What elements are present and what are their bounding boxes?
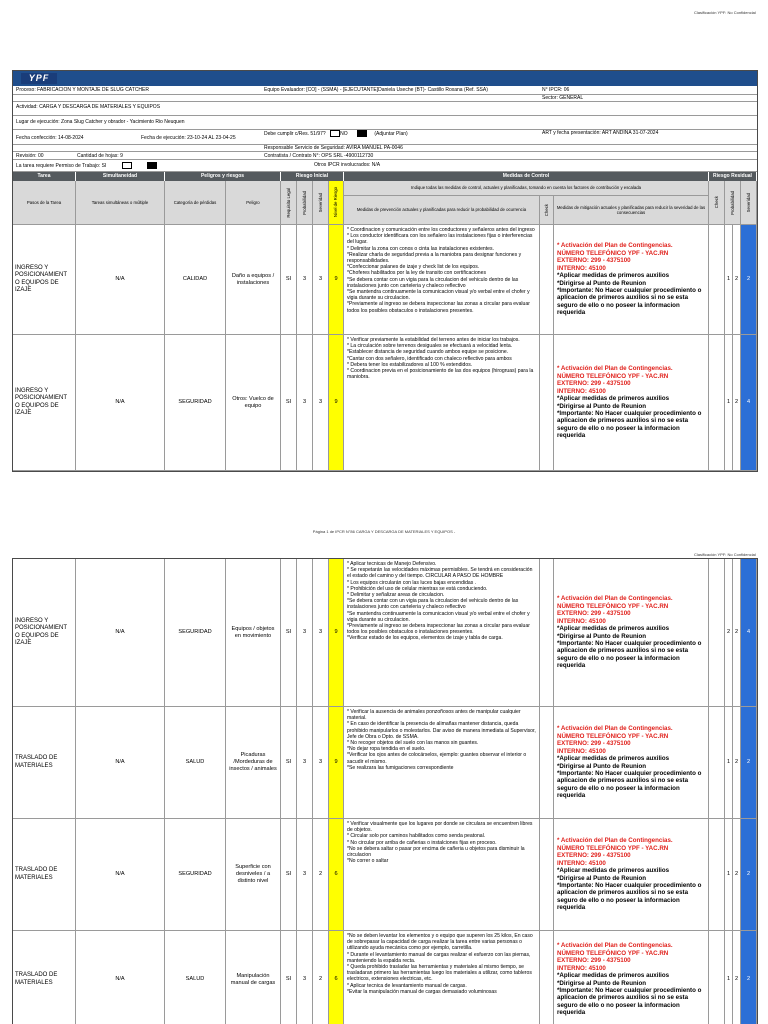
severity-cell: 3 (313, 225, 329, 334)
contingency-plan-text: * Activación del Plan de Contingencias. NÚMERO TELEFÓNICO YPF - YAC.RN EXTERNO: 299 - 4375100 INTERNO: 45100 (557, 725, 673, 755)
check-cell (540, 335, 554, 470)
simultaneity-cell: N/A (76, 225, 165, 334)
equipo-evaluador-text: Equipo Evaluador: [CO] - (SSMA) - [EJECUTANTE]Daniela Useche (BT)- Castillo Roxana (Ref. SSA) (264, 87, 488, 93)
residual-severity-cell: 2 (733, 225, 741, 334)
col-categoria: Categoría de pérdidas (165, 181, 226, 225)
info-row-sector (13, 95, 757, 102)
group-simultaneidad: Simultaneidad (76, 172, 165, 181)
loss-category-cell: SALUD (165, 707, 226, 818)
art-text: ART y fecha presentación: ART ANDINA 31-07-2024 (542, 130, 659, 136)
severity-cell: 3 (313, 559, 329, 706)
risk-level-cell: 6 (329, 931, 344, 1024)
fecha-confeccion-text: Fecha confección: 14-08-2024 (16, 135, 84, 141)
col-prevencion: Medidas de prevención actuales y planificadas para reducir la probabilidad de ocurrencia (344, 196, 540, 225)
info-row-responsable (13, 145, 757, 152)
residual-severity-cell: 2 (733, 819, 741, 930)
first-aid-text: *Aplicar medidas de primeros auxilios *Dirigirse al Punto de Reunion *Importante: No Hacer cualquier procedimiento o aplicacion de primeros auxilios si no se esta seguro de ello o no poseer la informacion requerida (557, 972, 702, 1017)
risk-row (13, 559, 757, 707)
prevention-measures-cell: * Coordinacion y comunicación entre los conductores y señaleros antes del ingreso * Los conductor identificara con los señalero las instalaciones fijas o interferencias del lugar. * Delimitar la zona con conos o cinta las instalaciones existentes. *Realizar charla de seguridad previa a la maniobra para designar funciones y responsabilidades. *Confeccionar palanes de izaje y check list de los equipos. *Choferes habilitados por la ley de transito con certificaciones *Se debera contar con un vigia para la circulacion del vehiculo dentro de las instalaciones junto con carteleria y chaleco reflectivo *Se mantendra continuamente la comunicacion visual y/o verbal entre el chofer y vigia durante su circulacion. *Previamente al ingreso se debera inspeccionar las zonas a circular para evaluar todos los posibles obstaculos o instalaciones presentes. (344, 225, 540, 334)
residual-risk-level-cell: 2 (741, 931, 757, 1024)
loss-category-cell: SEGURIDAD (165, 559, 226, 706)
info-row-revision (13, 152, 757, 160)
col-probabilidad: Probabilidad (297, 181, 313, 225)
first-aid-text: *Aplicar medidas de primeros auxilios *Dirigirse al Punto de Reunion *Importante: No Hacer cualquier procedimiento o aplicacion de primeros auxilios si no se esta seguro de ello o no poseer la informacion requerida (557, 867, 702, 912)
col-severidad: Severidad (313, 181, 329, 225)
ypf-logo: YPF (21, 73, 57, 84)
risk-level-cell: 9 (329, 335, 344, 470)
contingency-plan-text: * Activación del Plan de Contingencias. NÚMERO TELEFÓNICO YPF - YAC.RN EXTERNO: 299 - 4375100 INTERNO: 45100 (557, 365, 673, 395)
info-row-permiso (13, 160, 757, 172)
check-cell (540, 225, 554, 334)
task-step-cell: TRASLADO DE MATERIALES (13, 931, 76, 1024)
residual-risk-level-cell: 4 (741, 335, 757, 470)
fecha-ejecucion-text: Fecha de ejecución: 23-10-24 AL 23-04-25 (141, 135, 236, 141)
actividad-text: Actividad: CARGA Y DESCARGA DE MATERIALES Y EQUIPOS (16, 104, 161, 110)
first-aid-text: *Aplicar medidas de primeros auxilios *Dirigirse al Punto de Reunion *Importante: No Hacer cualquier procedimiento o aplicacion de primeros auxilios si no se esta seguro de ello o no poseer la informacion requerida (557, 755, 702, 800)
ipcr-number-text: N° IPCR: 06 (542, 87, 570, 93)
severity-cell: 3 (313, 335, 329, 470)
info-row-proceso (13, 86, 757, 95)
risk-level-cell: 6 (329, 819, 344, 930)
mitigation-cell (554, 819, 709, 930)
col-pasos: Pasos de la Tarea (13, 181, 76, 225)
severity-cell: 2 (313, 819, 329, 930)
risk-row (13, 931, 757, 1024)
residual-risk-level-cell: 4 (741, 559, 757, 706)
residual-risk-level-cell: 2 (741, 707, 757, 818)
legal-requirement-cell: SI (281, 707, 297, 818)
probability-cell: 3 (297, 819, 313, 930)
legal-requirement-cell: SI (281, 931, 297, 1024)
residual-probability-cell: 1 (725, 819, 733, 930)
loss-category-cell: SALUD (165, 931, 226, 1024)
residual-probability-cell: 2 (725, 559, 733, 706)
task-step-cell: TRASLADO DE MATERIALES (13, 707, 76, 818)
permiso-text: La tarea requiere Permiso de Trabajo: SI (16, 162, 157, 169)
group-tarea: Tarea (13, 172, 76, 181)
col-check-2: Check (709, 181, 725, 225)
risk-level-cell: 9 (329, 225, 344, 334)
simultaneity-cell: N/A (76, 559, 165, 706)
risk-level-cell: 9 (329, 707, 344, 818)
probability-cell: 3 (297, 335, 313, 470)
hazard-cell: Superficie con desniveles / a distinto nivel (226, 819, 281, 930)
loss-category-cell: SEGURIDAD (165, 819, 226, 930)
prevention-measures-cell: * Verificar visualmente que los lugares por donde se circulara se encuentren libres de objetos. * Circular solo por caminos habilitados como senda peatonal. * No circular por arriba de cañerias o instalciones fijas en proceso. *No se debera saltar o pasar por encima de cañeria u objetos para disminuir la circulacion *No correr o saltar (344, 819, 540, 930)
legal-requirement-cell: SI (281, 559, 297, 706)
table-group-header (13, 172, 757, 181)
group-riesgo-residual: Riesgo Residual (709, 172, 757, 181)
hojas-text: Cantidad de hojas: 9 (77, 153, 123, 159)
col-tareas-simultaneas: Tareas simultáneas o múltiple (76, 181, 165, 225)
col-peligro: Peligro (226, 181, 281, 225)
residual-probability-cell: 1 (725, 931, 733, 1024)
severity-cell: 2 (313, 931, 329, 1024)
col-mitigacion: Medidas de mitigación actuales y planificadas para reducir la severidad de las consecuencias (554, 196, 709, 225)
hazard-cell: Otros: Vuelco de equipo (226, 335, 281, 470)
mitigation-cell (554, 225, 709, 334)
checkbox-permiso-no[interactable] (122, 162, 132, 169)
probability-cell: 3 (297, 707, 313, 818)
checkbox-adjuntar[interactable] (357, 130, 367, 137)
res-51-97-text: Debe cumplir c/Res. 51/97? NO (Adjuntar Plan) (264, 130, 408, 137)
first-aid-text: *Aplicar medidas de primeros auxilios *Dirigirse al Punto de Reunion *Importante: No Hacer cualquier procedimiento o aplicacion de primeros auxilios si no se esta seguro de ello o no poseer la informacion requerida (557, 625, 702, 670)
col-nivel-riesgo: Nivel de Riesgo (329, 181, 344, 225)
page-footer: Página 1 de IPCR N°86 CARGA Y DESCARGA DE MATERIALES Y EQUIPOS - (312, 529, 456, 534)
loss-category-cell: SEGURIDAD (165, 335, 226, 470)
probability-cell: 3 (297, 931, 313, 1024)
check-cell (540, 931, 554, 1024)
mitigation-cell (554, 335, 709, 470)
classification-label-page-2: Clasificación YPF: No Confidencial (694, 552, 756, 557)
residual-risk-level-cell: 2 (741, 819, 757, 930)
info-row-lugar (13, 116, 757, 130)
risk-row (13, 707, 757, 819)
info-row-actividad (13, 102, 757, 116)
task-step-cell: INGRESO Y POSICIONAMIENT O EQUIPOS DE IZAJE (13, 559, 76, 706)
risk-row (13, 335, 757, 471)
col-indique-medidas: Indique todas las medidas de control, actuales y planificadas, tomando en cuenta los factores de contribución y escalada (344, 181, 709, 196)
legal-requirement-cell: SI (281, 225, 297, 334)
risk-level-cell: 9 (329, 559, 344, 706)
simultaneity-cell: N/A (76, 819, 165, 930)
task-step-cell: INGRESO Y POSICIONAMIENT O EQUIPOS DE IZAJE (13, 225, 76, 334)
otros-ipcr-text: Otros IPCR involucrados: N/A (314, 162, 381, 168)
task-step-cell: TRASLADO DE MATERIALES (13, 819, 76, 930)
group-riesgo-inicial: Riesgo Inicial (281, 172, 344, 181)
classification-label: Clasificación YPF: No Confidencial (694, 10, 756, 15)
simultaneity-cell: N/A (76, 931, 165, 1024)
simultaneity-cell: N/A (76, 707, 165, 818)
checkbox-no[interactable] (330, 130, 340, 137)
check-cell-residual (709, 225, 725, 334)
prevention-measures-cell: * Verificar la ausencia de animales ponzoñosos antes de manipular cualquier material. * En caso de identificar la presencia de alimañas mantener distancia, queda prohibido manipularlos o molestarlos. Dar aviso de manera inmediata al Supervisor, Jefe de Obra o Dpto. de SSMA. * No recoger objetos del suelo con las manos sin guantes. *No dejar ropa tendida en el suelo. *Verificar los ojos antes de colocárselos, ejemplo: guantes observar el interior o sacudir el mismo. *Se realizara las fumigaciones correspondiente (344, 707, 540, 818)
first-aid-text: *Aplicar medidas de primeros auxilios *Dirigirse al Punto de Reunion *Importante: No Hacer cualquier procedimiento o aplicacion de primeros auxilios si no se esta seguro de ello o no poseer la informacion requerida (557, 272, 702, 317)
check-cell-residual (709, 819, 725, 930)
ipcr-page-2 (12, 558, 758, 1024)
col-requisito-legal: Requisito Legal (281, 181, 297, 225)
group-peligros: Peligros y riesgos (165, 172, 281, 181)
lugar-text: Lugar de ejecución: Zona Slug Catcher y obrador - Yacimiento Rio Neuquen (16, 119, 185, 125)
col-severidad-residual: Severidad (741, 181, 757, 225)
revision-text: Revisión: 00 (16, 153, 44, 159)
residual-severity-cell: 2 (733, 707, 741, 818)
risk-row (13, 225, 757, 335)
check-cell-residual (709, 559, 725, 706)
residual-severity-cell: 2 (733, 931, 741, 1024)
sector-text: Sector: GENERAL (542, 95, 584, 101)
table-column-header (13, 181, 757, 225)
contingency-plan-text: * Activación del Plan de Contingencias. NÚMERO TELEFÓNICO YPF - YAC.RN EXTERNO: 299 - 4375100 INTERNO: 45100 (557, 595, 673, 625)
check-cell (540, 707, 554, 818)
task-step-cell: INGRESO Y POSICIONAMIENT O EQUIPOS DE IZAJE (13, 335, 76, 470)
loss-category-cell: CALIDAD (165, 225, 226, 334)
info-row-fechas (13, 130, 757, 145)
check-cell-residual (709, 335, 725, 470)
group-medidas: Medidas de Control (344, 172, 709, 181)
contratista-text: Contratista / Contrato N°: OPS SRL -4900112730 (264, 153, 374, 159)
check-cell (540, 559, 554, 706)
first-aid-text: *Aplicar medidas de primeros auxilios *Dirigirse al Punto de Reunion *Importante: No Hacer cualquier procedimiento o aplicacion de primeros auxilios si no se esta seguro de ello o no poseer la informacion requerida (557, 395, 702, 440)
residual-severity-cell: 2 (733, 559, 741, 706)
mitigation-cell (554, 931, 709, 1024)
prevention-measures-cell: * Verificar previamente la estabilidad del terreno antes de iniciar los trabajos. * La circulación sobre terrenos desiguales se efectuará a velocidad lenta. *Establecer distancia de seguridad cuando ambos equipe se posicione. *Cantar con dos señalero, identificado con chaleco reflectivo para ambos * Debera tener los estabilizadores al 100 % extendidos. * Coordinacion previa en el posicionamiento de las dos equipos (hirogruas) para la maniobra. (344, 335, 540, 470)
col-check: Check (540, 196, 554, 225)
legal-requirement-cell: SI (281, 335, 297, 470)
severity-cell: 3 (313, 707, 329, 818)
hazard-cell: Equipos / objetos en movimiento (226, 559, 281, 706)
ipcr-page-1 (12, 70, 758, 472)
mitigation-cell (554, 559, 709, 706)
check-cell-residual (709, 931, 725, 1024)
contingency-plan-text: * Activación del Plan de Contingencias. NÚMERO TELEFÓNICO YPF - YAC.RN EXTERNO: 299 - 4375100 INTERNO: 45100 (557, 242, 673, 272)
mitigation-cell (554, 707, 709, 818)
residual-probability-cell: 1 (725, 335, 733, 470)
prevention-measures-cell: * Aplicar tecnicas de Manejo Defensivo. * Se respetarán las velocidades máximas permisibles. Se tendrá en consideración el estado del camino y del tiempo. CIRCULAR A PASO DE HOMBRE * Los equipos circularán con las luces bajas encendidas . * Prohibición del uso de celular mientras se está conduciendo. * Delimitar y señalizar areas de circulacion. *Se debera contar con un vigia para la circulacion del vehiculo dentro de las instalaciones junto con carteleria y chaleco reflectivo *Se mantendra continuamente la comunicacion visual y/o verbal entre el chofer y vigia durante su circulacion. *Previamente al ingreso se debera inspeccionar las zonas a circular para evaluar todos los posibles obstaculos o instalaciones presentes. *Verificar estado de los equipos, elementos de izaje y tabla de carga. (344, 559, 540, 706)
checkbox-permiso-si[interactable] (147, 162, 157, 169)
probability-cell: 3 (297, 225, 313, 334)
residual-risk-level-cell: 2 (741, 225, 757, 334)
contingency-plan-text: * Activación del Plan de Contingencias. NÚMERO TELEFÓNICO YPF - YAC.RN EXTERNO: 299 - 4375100 INTERNO: 45100 (557, 837, 673, 867)
contingency-plan-text: * Activación del Plan de Contingencias. NÚMERO TELEFÓNICO YPF - YAC.RN EXTERNO: 299 - 4375100 INTERNO: 45100 (557, 942, 673, 972)
proceso-text: Proceso: FABRICACION Y MONTAJE DE SLUG CATCHER (16, 87, 149, 93)
ypf-header-bar (13, 71, 757, 86)
residual-probability-cell: 1 (725, 225, 733, 334)
simultaneity-cell: N/A (76, 335, 165, 470)
residual-probability-cell: 1 (725, 707, 733, 818)
hazard-cell: Picaduras /Mordeduras de insectos / animales (226, 707, 281, 818)
responsable-text: Responsable Servicio de Seguridad: AVIRA MANUEL PA-0046 (264, 145, 403, 151)
legal-requirement-cell: SI (281, 819, 297, 930)
hazard-cell: Manipulación manual de cargas (226, 931, 281, 1024)
col-probabilidad-residual: Probabilidad (725, 181, 741, 225)
residual-severity-cell: 2 (733, 335, 741, 470)
hazard-cell: Daño a equipos / instalaciones (226, 225, 281, 334)
prevention-measures-cell: *No se deben levantar los elementos y o equipo que superen los 25 kilos, En caso de sobrepasar la capacidad de carga realizar la tarea entre varias personas o utilizando ayuda mecánica como por ejemplo, carretilla. * Durante el levantamiento manual de cargas realizar el esfuerzo con las piernas, manteniendo la espalda recta. * Queda prohibido trasladar las herramientas y materiales al mismo tiempo, se trasladaran primero las herramientas luego los materiales a utilizar, como tableros electricos, extensiones electricas, etc. * Aplicar tecnica de levantamiento manual de cargas. *Evitar la manipulación manual de cargas demasiado voluminosas (344, 931, 540, 1024)
check-cell (540, 819, 554, 930)
check-cell-residual (709, 707, 725, 818)
probability-cell: 3 (297, 559, 313, 706)
risk-row (13, 819, 757, 931)
